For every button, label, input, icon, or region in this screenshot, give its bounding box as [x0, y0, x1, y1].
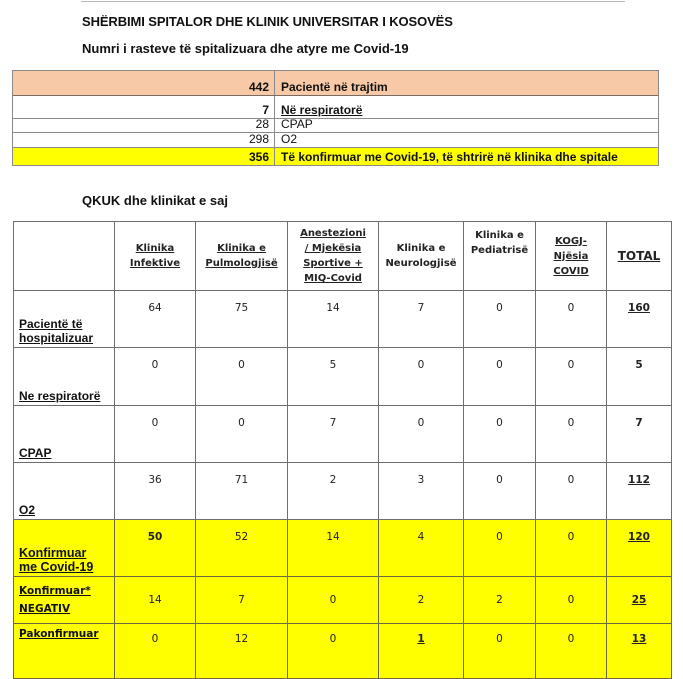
header-line: Klinika e — [217, 243, 266, 254]
header-line: TOTAL — [617, 248, 661, 263]
total-cell: 120 — [607, 520, 672, 577]
header-klinika-infektive — [115, 222, 196, 291]
table-cell: 0 — [379, 348, 464, 406]
total-cell: 7 — [607, 406, 672, 463]
table-cell: 0 — [288, 577, 379, 624]
header-row — [14, 222, 672, 291]
summary-table — [12, 70, 659, 166]
table-row — [14, 406, 672, 463]
table-cell: 52 — [196, 520, 288, 577]
header-line: COVID — [553, 265, 589, 277]
table-cell: 7 — [379, 291, 464, 348]
table-cell: 75 — [196, 291, 288, 348]
table-cell: 3 — [379, 463, 464, 520]
total-cell: 25 — [607, 577, 672, 624]
row-label-line: Konfirmuar — [19, 546, 87, 560]
table-cell: 0 — [379, 406, 464, 463]
row-label — [14, 624, 115, 679]
header-line: Klinika e — [396, 243, 446, 254]
table-cell: 71 — [196, 463, 288, 520]
table-cell: 7 — [288, 406, 379, 463]
summary-label: O2 — [281, 132, 298, 146]
table-cell: 0 — [536, 577, 607, 624]
table-cell: 14 — [288, 520, 379, 577]
table-cell: 36 — [115, 463, 196, 520]
table-cell: 0 — [115, 624, 196, 679]
summary-value: 442 — [13, 71, 275, 95]
table-cell: 0 — [464, 463, 536, 520]
row-label-line: NEGATIV — [19, 603, 71, 615]
table-cell: 0 — [464, 348, 536, 406]
summary-row-respirator — [13, 96, 658, 118]
header-total — [607, 222, 672, 291]
header-line: KOGJ- — [555, 235, 587, 247]
header-klinika-pediatrise — [464, 222, 536, 291]
total-cell: 160 — [607, 291, 672, 348]
summary-label-text: Në respiratorë — [281, 103, 363, 117]
table-cell: 14 — [115, 577, 196, 624]
table-cell: 2 — [379, 577, 464, 624]
section-title: QKUK dhe klinikat e saj — [82, 193, 228, 208]
row-label-line: CPAP — [19, 446, 52, 460]
total-cell: 13 — [607, 624, 672, 679]
header-line: / Mjekësia — [304, 243, 362, 254]
summary-value: 298 — [13, 133, 275, 147]
table-cell: 2 — [464, 577, 536, 624]
table-cell: 5 — [288, 348, 379, 406]
table-cell: 4 — [379, 520, 464, 577]
table-cell: 2 — [288, 463, 379, 520]
table-cell: 0 — [115, 348, 196, 406]
table-row — [14, 348, 672, 406]
summary-label — [275, 96, 658, 118]
table-cell: 0 — [115, 406, 196, 463]
table-cell: 0 — [536, 520, 607, 577]
header-anestezioni — [288, 222, 379, 291]
row-label-line: Pacientë të — [19, 317, 83, 331]
clinics-table — [13, 221, 672, 679]
table-row — [14, 520, 672, 577]
table-cell: 0 — [536, 291, 607, 348]
table-cell: 0 — [464, 406, 536, 463]
table-cell: 0 — [464, 291, 536, 348]
table-row — [14, 577, 672, 624]
row-label-line: Konfirmuar* — [19, 585, 91, 597]
summary-value: 28 — [13, 119, 275, 132]
row-label — [14, 406, 115, 463]
header-klinika-pulmologjise — [196, 222, 288, 291]
summary-value: 356 — [13, 148, 275, 165]
header-klinika-neurologjise — [379, 222, 464, 291]
table-cell: 12 — [196, 624, 288, 679]
header-line: Neurologjisë — [385, 258, 457, 269]
table-cell: 0 — [196, 406, 288, 463]
table-cell: 0 — [464, 624, 536, 679]
row-label-line: Pakonfirmuar — [19, 628, 99, 640]
row-label-line: O2 — [19, 503, 36, 517]
header-empty-cell — [14, 222, 115, 291]
header-line: Klinika — [135, 243, 175, 254]
row-label-line: Ne respiratorë — [19, 389, 101, 403]
table-row — [14, 463, 672, 520]
row-label — [14, 348, 115, 406]
summary-row-confirmed — [13, 147, 658, 165]
header-line: MIQ-Covid — [304, 273, 362, 284]
header-line: Anestezioni — [300, 228, 366, 239]
summary-label: Të konfirmuar me Covid-19, të shtrirë në klinika dhe spitale — [281, 150, 618, 164]
table-cell: 64 — [115, 291, 196, 348]
table-cell: 0 — [536, 624, 607, 679]
table-cell: 0 — [464, 520, 536, 577]
summary-row-o2 — [13, 132, 658, 147]
table-cell: 7 — [196, 577, 288, 624]
total-cell: 112 — [607, 463, 672, 520]
row-label — [14, 291, 115, 348]
table-cell: 1 — [379, 624, 464, 679]
summary-row-cpap — [13, 118, 658, 132]
top-rule — [81, 1, 625, 2]
row-label — [14, 520, 115, 577]
table-cell: 14 — [288, 291, 379, 348]
header-line: Pediatrisë — [470, 245, 529, 256]
document-title: SHËRBIMI SPITALOR DHE KLINIK UNIVERSITAR I KOSOVËS — [82, 14, 453, 29]
header-line: Sportive + — [303, 258, 363, 269]
row-label — [14, 577, 115, 624]
summary-row-in-treatment — [13, 71, 658, 96]
table-cell: 50 — [115, 520, 196, 577]
table-row — [14, 291, 672, 348]
summary-label: Pacientë në trajtim — [281, 80, 388, 94]
total-cell: 5 — [607, 348, 672, 406]
table-cell: 0 — [288, 624, 379, 679]
row-label-line: hospitalizuar — [19, 331, 94, 345]
summary-label: CPAP — [281, 117, 313, 131]
header-line: Infektive — [129, 258, 181, 269]
summary-value: 7 — [13, 96, 275, 118]
table-cell: 0 — [536, 348, 607, 406]
header-line: Pulmologjisë — [205, 258, 278, 269]
row-label — [14, 463, 115, 520]
table-row — [14, 624, 672, 679]
table-cell: 0 — [536, 463, 607, 520]
document-subtitle: Numri i rasteve të spitalizuara dhe atyre me Covid-19 — [82, 41, 409, 56]
row-label-line: me Covid-19 — [19, 560, 94, 574]
table-cell: 0 — [196, 348, 288, 406]
header-line: Njësia — [553, 250, 589, 262]
table-cell: 0 — [536, 406, 607, 463]
header-line: Klinika e — [475, 230, 524, 241]
header-kogj-njesia-covid — [536, 222, 607, 291]
